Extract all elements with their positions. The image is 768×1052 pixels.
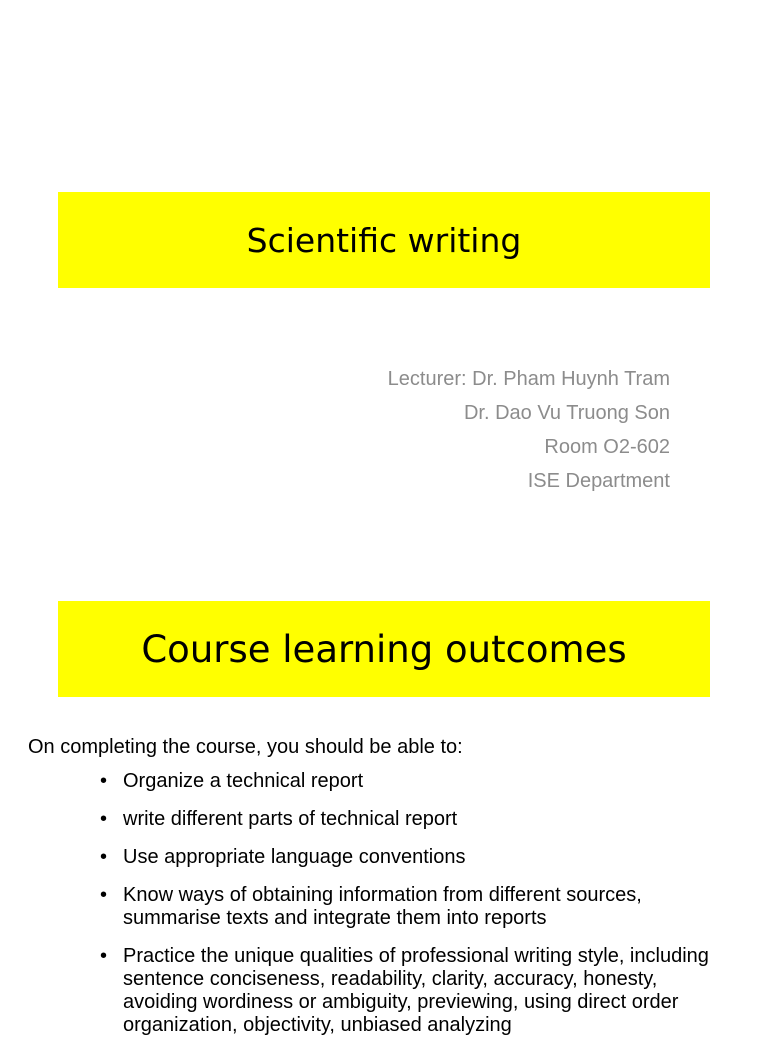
outcome-item <box>100 770 720 793</box>
title-band <box>58 192 710 288</box>
outcome-item <box>100 846 720 869</box>
bullet-icon: • <box>100 808 108 830</box>
outcomes-slide <box>0 576 768 1036</box>
outcome-text: Use appropriate language conventions <box>123 846 466 868</box>
outcome-text: write different parts of technical report <box>123 808 458 830</box>
bullet-icon: • <box>100 770 108 792</box>
outcome-item <box>100 945 720 1037</box>
lecturer-line: Lecturer: Dr. Pham Huynh Tram <box>387 368 670 390</box>
slide-title: Scientific writing <box>246 220 522 260</box>
lecturer-line: Dr. Dao Vu Truong Son <box>463 402 670 424</box>
outcome-item <box>100 884 720 930</box>
outcome-text: Practice the unique qualities of professional writing style, including sentence conciseness, readability, clarity, accuracy, honesty, avoiding wordiness or ambiguity, previewing, using direct order organization, objectivity, unbiased analyzing <box>123 945 709 1036</box>
lecturer-info <box>388 362 670 498</box>
slide-title: Course learning outcomes <box>141 627 627 671</box>
outcome-text: Know ways of obtaining information from different sources, summarise texts and integrate them into reports <box>123 884 642 929</box>
bullet-icon: • <box>100 884 108 906</box>
title-band <box>58 601 710 697</box>
bullet-icon: • <box>100 945 108 967</box>
intro-text: On completing the course, you should be able to: <box>28 736 463 758</box>
bullet-icon: • <box>100 846 108 868</box>
outcome-list <box>100 770 720 1052</box>
department-line: ISE Department <box>527 470 670 492</box>
outcome-item <box>100 808 720 831</box>
room-line: Room O2-602 <box>544 436 670 458</box>
outcome-text: Organize a technical report <box>123 770 364 792</box>
